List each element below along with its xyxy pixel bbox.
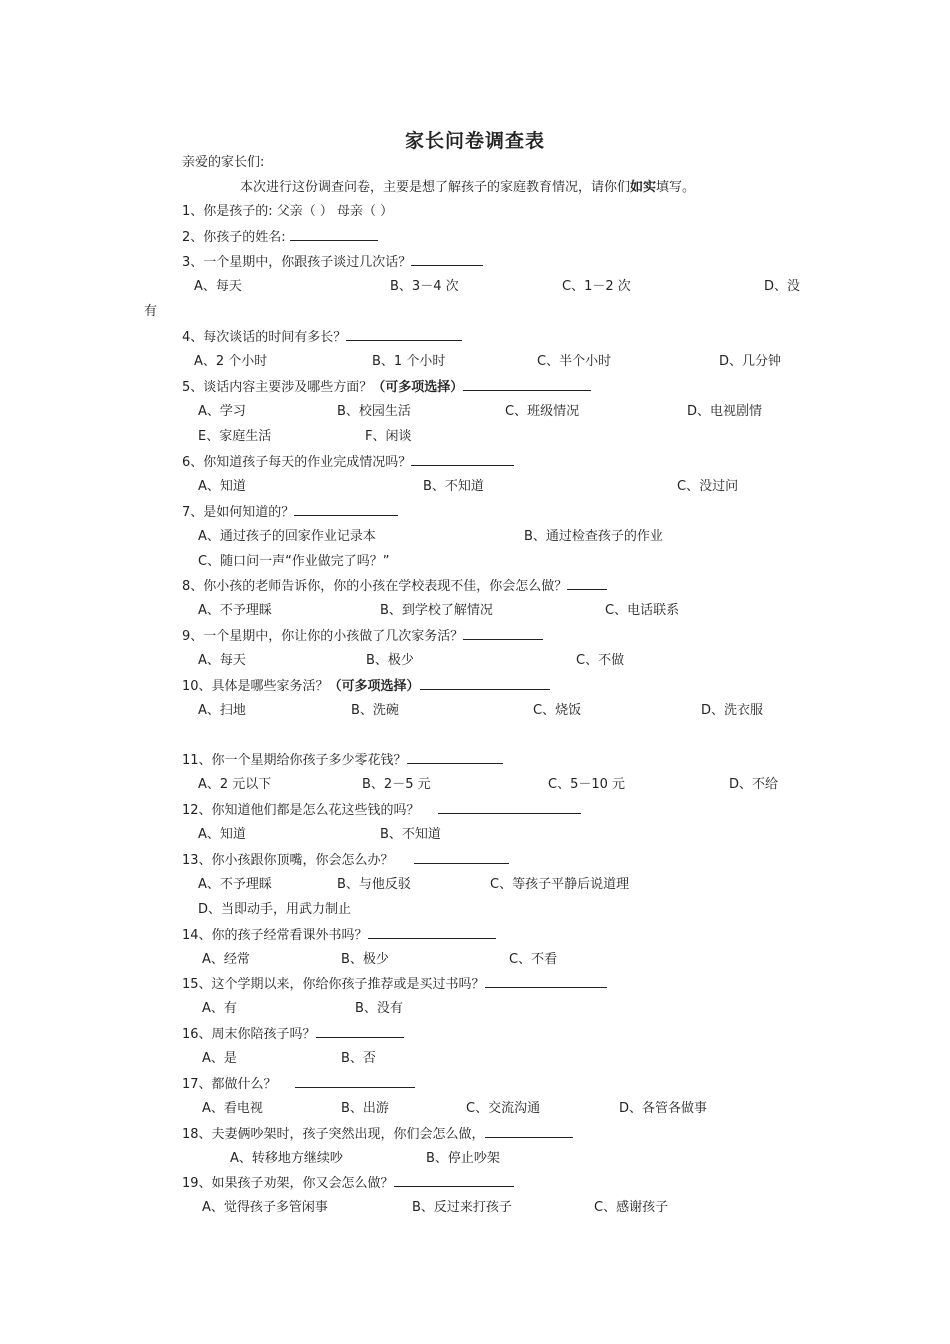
- question-text: 18、夫妻俩吵架时，孩子突然出现，你们会怎么做，: [182, 1127, 485, 1142]
- option[interactable]: B、没有: [355, 1001, 403, 1016]
- question-8: [182, 577, 607, 596]
- option[interactable]: B、出游: [341, 1101, 389, 1116]
- option[interactable]: A、有: [202, 1001, 237, 1016]
- answer-blank[interactable]: [411, 253, 483, 266]
- question-text: 15、这个学期以来，你给你孩子推荐或是买过书吗？: [182, 977, 485, 992]
- question-text: 11、你一个星期给你孩子多少零花钱？: [182, 753, 407, 768]
- question-text: 2、你孩子的姓名:: [182, 230, 286, 245]
- option[interactable]: A、扫地: [198, 703, 246, 718]
- question-9: [182, 627, 543, 646]
- question-text: 13、你小孩跟你顶嘴，你会怎么办？: [182, 853, 394, 868]
- option[interactable]: C、不做: [576, 653, 625, 668]
- option[interactable]: B、通过检查孩子的作业: [524, 529, 663, 544]
- option[interactable]: B、不知道: [380, 827, 441, 842]
- question-text: 7、是如何知道的？: [182, 505, 295, 520]
- option[interactable]: D、几分钟: [719, 354, 782, 369]
- option[interactable]: F、闲谈: [365, 429, 412, 444]
- question-5: [182, 378, 591, 397]
- answer-blank[interactable]: [463, 627, 543, 640]
- option[interactable]: C、烧饭: [533, 703, 582, 718]
- answer-blank[interactable]: [346, 328, 462, 341]
- question-text: 17、都做什么？: [182, 1077, 277, 1092]
- question-text: 12、你知道他们都是怎么花这些钱的吗？: [182, 803, 420, 818]
- option[interactable]: A、每天: [198, 653, 246, 668]
- option[interactable]: C、1－2 次: [562, 279, 631, 294]
- question-13: [182, 851, 509, 870]
- question-16: [182, 1025, 404, 1044]
- option[interactable]: D、没: [764, 279, 801, 294]
- option[interactable]: A、2 元以下: [198, 777, 272, 792]
- option[interactable]: A、每天: [194, 279, 242, 294]
- option[interactable]: B、反过来打孩子: [412, 1200, 512, 1215]
- answer-blank[interactable]: [485, 1125, 573, 1138]
- answer-blank[interactable]: [438, 801, 581, 814]
- question-text: 9、一个星期中，你让你的小孩做了几次家务活？: [182, 629, 464, 644]
- answer-blank[interactable]: [567, 577, 607, 590]
- option[interactable]: A、知道: [198, 479, 246, 494]
- option[interactable]: C、半个小时: [537, 354, 612, 369]
- option[interactable]: B、洗碗: [351, 703, 399, 718]
- option[interactable]: C、没过问: [677, 479, 739, 494]
- option[interactable]: D、洗衣服: [701, 703, 764, 718]
- option[interactable]: A、2 个小时: [194, 354, 268, 369]
- option[interactable]: B、校园生活: [337, 404, 411, 419]
- question-12: [182, 801, 581, 820]
- option[interactable]: A、经常: [202, 952, 250, 967]
- answer-blank[interactable]: [394, 1174, 514, 1187]
- question-note: （可多项选择）: [328, 679, 420, 694]
- answer-blank[interactable]: [290, 228, 378, 241]
- option[interactable]: A、转移地方继续吵: [230, 1151, 343, 1166]
- option[interactable]: C、随口问一声“作业做完了吗？”: [198, 554, 390, 569]
- answer-blank[interactable]: [294, 503, 398, 516]
- answer-blank[interactable]: [463, 378, 591, 391]
- question-10: [182, 677, 550, 696]
- option[interactable]: A、是: [202, 1051, 237, 1066]
- question-4: [182, 328, 462, 347]
- option-wrap: 有: [144, 304, 158, 319]
- option[interactable]: D、电视剧情: [687, 404, 763, 419]
- option[interactable]: A、不予理睬: [198, 877, 272, 892]
- question-15: [182, 975, 607, 994]
- greeting: 亲爱的家长们:: [182, 155, 265, 170]
- question-text: 5、谈话内容主要涉及哪些方面？: [182, 380, 373, 395]
- answer-blank[interactable]: [485, 975, 607, 988]
- answer-blank[interactable]: [316, 1025, 404, 1038]
- question-text: 16、周末你陪孩子吗？: [182, 1027, 316, 1042]
- option[interactable]: E、家庭生活: [198, 429, 272, 444]
- intro-paragraph: [240, 179, 695, 197]
- option[interactable]: C、班级情况: [505, 404, 580, 419]
- answer-blank[interactable]: [414, 851, 509, 864]
- question-18: [182, 1125, 573, 1144]
- answer-blank[interactable]: [368, 926, 496, 939]
- question-text: 14、你的孩子经常看课外书吗？: [182, 928, 368, 943]
- question-2: [182, 228, 378, 247]
- option[interactable]: A、学习: [198, 404, 246, 419]
- question-7: [182, 503, 398, 522]
- option[interactable]: A、不予理睬: [198, 603, 272, 618]
- answer-blank[interactable]: [420, 677, 550, 690]
- intro-text: 本次进行这份调查问卷，主要是想了解孩子的家庭教育情况，请你们: [240, 180, 631, 195]
- option[interactable]: A、知道: [198, 827, 246, 842]
- question-note: （可多项选择）: [372, 380, 464, 395]
- question-text: 8、你小孩的老师告诉你，你的小孩在学校表现不佳，你会怎么做？: [182, 579, 568, 594]
- question-6: [182, 453, 514, 472]
- question-11: [182, 751, 503, 770]
- option[interactable]: B、不知道: [423, 479, 484, 494]
- option[interactable]: B、停止吵架: [426, 1151, 500, 1166]
- page-title: 家长问卷调查表: [404, 130, 545, 152]
- question-text: 4、每次谈话的时间有多长？: [182, 330, 347, 345]
- option[interactable]: A、通过孩子的回家作业记录本: [198, 529, 376, 544]
- question-1: 1、你是孩子的: 父亲（ ） 母亲（ ）: [182, 204, 394, 219]
- option[interactable]: C、不看: [509, 952, 558, 967]
- question-text: 6、你知道孩子每天的作业完成情况吗？: [182, 455, 412, 470]
- answer-blank[interactable]: [411, 453, 514, 466]
- option[interactable]: C、5－10 元: [548, 777, 626, 792]
- answer-blank[interactable]: [295, 1075, 415, 1088]
- option[interactable]: D、当即动手，用武力制止: [198, 902, 352, 917]
- intro-text-end: 填写。: [656, 180, 696, 195]
- option[interactable]: D、不给: [729, 777, 779, 792]
- option[interactable]: B、极少: [341, 952, 389, 967]
- question-text: 19、如果孩子劝架，你又会怎么做？: [182, 1176, 394, 1191]
- option[interactable]: B、1 个小时: [372, 354, 446, 369]
- option[interactable]: C、电话联系: [605, 603, 680, 618]
- option[interactable]: B、与他反驳: [337, 877, 411, 892]
- option[interactable]: A、觉得孩子多管闲事: [202, 1200, 328, 1215]
- option[interactable]: B、否: [341, 1051, 376, 1066]
- intro-emphasis: 如实: [630, 180, 657, 195]
- option[interactable]: B、3－4 次: [390, 279, 459, 294]
- option[interactable]: D、各管各做事: [619, 1101, 708, 1116]
- option[interactable]: C、感谢孩子: [594, 1200, 669, 1215]
- question-17: [182, 1075, 415, 1094]
- option[interactable]: A、看电视: [202, 1101, 263, 1116]
- question-19: [182, 1174, 514, 1193]
- question-14: [182, 926, 496, 945]
- answer-blank[interactable]: [407, 751, 503, 764]
- question-3: [182, 253, 483, 272]
- question-text: 10、具体是哪些家务活？: [182, 679, 329, 694]
- option[interactable]: B、极少: [366, 653, 414, 668]
- option[interactable]: B、到学校了解情况: [380, 603, 493, 618]
- option[interactable]: C、交流沟通: [466, 1101, 541, 1116]
- option[interactable]: C、等孩子平静后说道理: [490, 877, 630, 892]
- question-text: 3、一个星期中，你跟孩子谈过几次话？: [182, 255, 412, 270]
- option[interactable]: B、2－5 元: [362, 777, 431, 792]
